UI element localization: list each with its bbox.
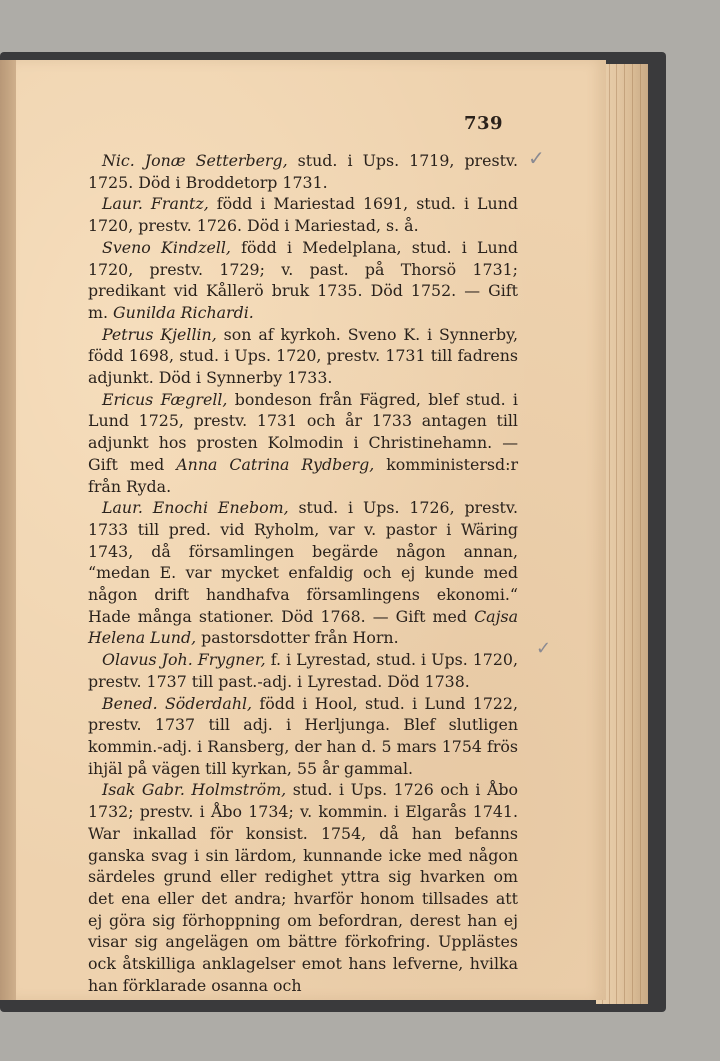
biography-entry: [88, 324, 518, 389]
entry-name: Petrus Kjellin,: [102, 324, 217, 344]
entry-text: stud. i Ups. 1726, prestv. 1733 till pred. vid Ryholm, var v. pastor i Wäring 1743, då församlingen begärde någon annan, “medan E. var mycket enfaldig och ej kunde med någon drift handhafva församlingens ekonomi.“ Hade många stationer. Död 1768. — Gift med: [88, 498, 518, 626]
entry-text: komministersd:r från Ryda.: [88, 454, 518, 496]
biography-entry: [88, 693, 518, 780]
entry-name: Isak Gabr. Holmström,: [102, 780, 287, 800]
entry-name: Olavus Joh. Frygner,: [102, 650, 266, 670]
biography-entry: [88, 150, 518, 193]
spouse-name: Cajsa Helena Lund,: [88, 606, 518, 648]
biography-entry: [88, 497, 518, 649]
spouse-name: Anna Catrina Rydberg,: [176, 454, 375, 474]
entry-name: Nic. Jonæ Setterberg,: [102, 151, 288, 170]
entry-name: Laur. Enochi Enebom,: [102, 498, 289, 518]
entry-name: Bened. Söderdahl,: [102, 693, 253, 713]
biography-entry: [88, 193, 518, 236]
page-body: [88, 150, 518, 996]
entry-text: bondeson från Fägred, blef stud. i Lund 1725, prestv. 1731 och år 1733 antagen till adjunkt hos prosten Kolmodin i Christinehamn. — Gift med: [88, 389, 518, 474]
entry-text: pastorsdotter från Horn.: [196, 628, 399, 648]
entry-name: Ericus Fægrell,: [102, 389, 228, 409]
entry-text: född i Medelplana, stud. i Lund 1720, prestv. 1729; v. past. på Thorsö 1731; predikant vid Kållerö bruk 1735. Död 1752. — Gift m.: [88, 237, 518, 322]
biography-entry: [88, 779, 518, 996]
entry-text: född i Hool, stud. i Lund 1722, prestv. 1737 till adj. i Herljunga. Blef slutligen kommin.-adj. i Ransberg, der han d. 5 mars 1754 frös ihjäl på vägen till kyrkan, 55 år gammal.: [88, 693, 518, 778]
biography-entry: [88, 237, 518, 324]
page-number: 739: [464, 113, 504, 134]
entry-text: stud. i Ups. 1719, prestv. 1725. Död i Broddetorp 1731.: [88, 151, 518, 192]
entry-name: Laur. Frantz,: [102, 194, 209, 214]
entry-text: son af kyrkoh. Sveno K. i Synnerby, född 1698, stud. i Ups. 1720, prestv. 1731 till fadrens adjunkt. Död i Synnerby 1733.: [88, 324, 518, 388]
spouse-name: Gunilda Richardi.: [113, 302, 254, 322]
entry-text: f. i Lyrestad, stud. i Ups. 1720, prestv. 1737 till past.-adj. i Lyrestad. Död 1738.: [88, 650, 518, 691]
entry-name: Sveno Kindzell,: [102, 237, 231, 257]
biography-entry: [88, 389, 518, 498]
entry-text: född i Mariestad 1691, stud. i Lund 1720, prestv. 1726. Död i Mariestad, s. å.: [88, 194, 518, 236]
biography-entry: [88, 649, 518, 692]
margin-check-mark: ✓: [536, 638, 552, 659]
entry-text: stud. i Ups. 1726 och i Åbo 1732; prestv. i Åbo 1734; v. kommin. i Elgarås 1741. War inkallad för konsist. 1754, då han befanns ganska svag i sin lärdom, kunnande icke med någon särdeles grund eller redighet yttra sig hvarken om det ena eller det andra; hvarför honom tillsades att ej göra sig förhoppning om befordran, derest han ej visar sig angelägen om bättre förkofring. Upplästes ock åtskilliga anklagelser emot hans lefverne, hvilka han förklarade osanna och: [88, 780, 519, 995]
margin-check-mark: ✓: [528, 146, 545, 170]
